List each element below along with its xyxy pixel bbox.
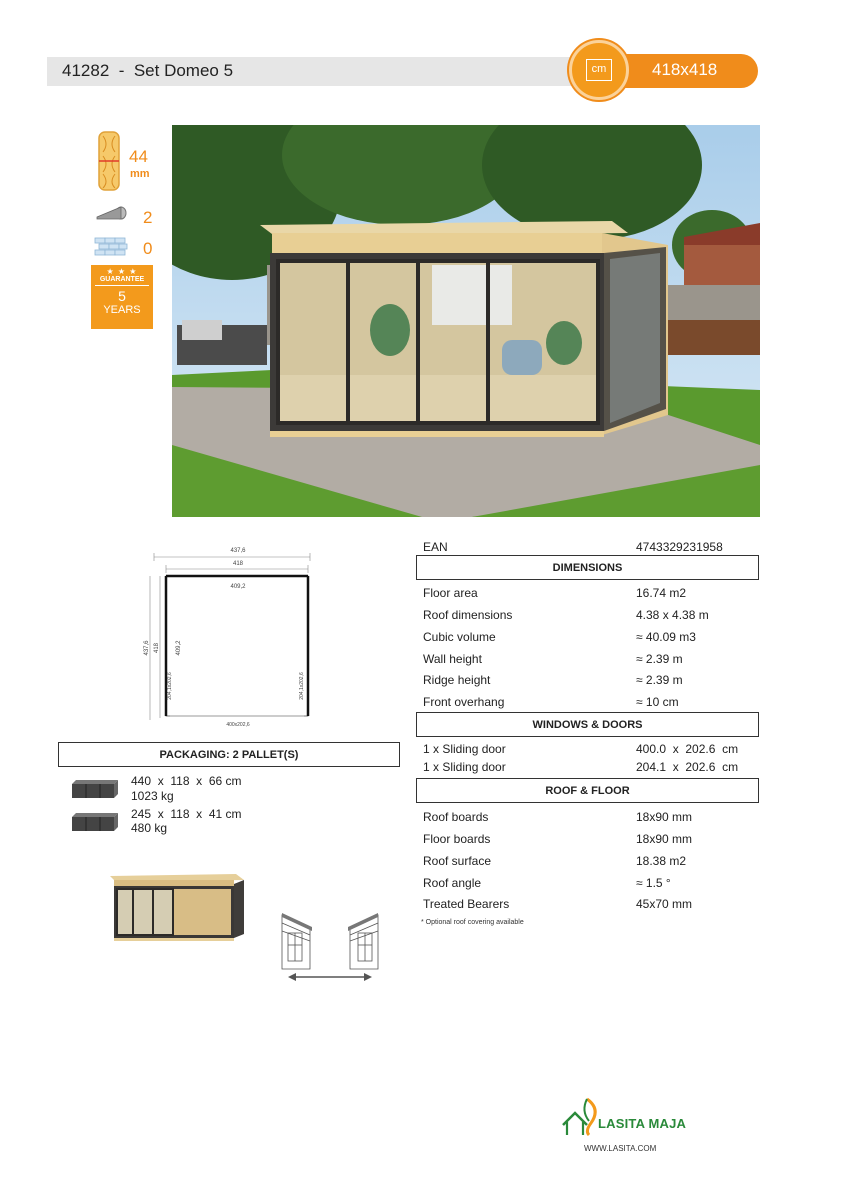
spec-label: Roof dimensions <box>423 608 513 622</box>
product-title: 41282 - Set Domeo 5 <box>62 61 234 80</box>
pallet-2-weight: 480 kg <box>131 821 168 835</box>
dimensions-title: DIMENSIONS <box>552 562 623 574</box>
wall-log-icon <box>96 130 122 192</box>
spec-label: Roof surface <box>423 854 492 868</box>
plan-left-outer: 437,6 <box>144 640 150 656</box>
spec-value: ≈ 2.39 m <box>636 652 683 666</box>
spec-label: 1 x Sliding door <box>423 742 506 756</box>
plan-left-inner: 418 <box>154 642 160 654</box>
ean-label: EAN <box>423 540 448 554</box>
plan-right-door: 204,1x202,6 <box>299 672 305 700</box>
spec-value: ≈ 40.09 m3 <box>636 630 696 644</box>
cm-unit-label: cm <box>586 59 612 81</box>
roof-roll-icon <box>94 205 128 221</box>
roll-value: 2 <box>143 208 153 227</box>
spec-value: 18x90 mm <box>636 832 693 846</box>
guarantee-badge <box>91 265 153 329</box>
pallet-1-weight: 1023 kg <box>131 789 174 803</box>
plan-front-door: 400x202,6 <box>226 722 250 728</box>
pallet-2-dims: 245 x 118 x 41 cm <box>131 807 242 821</box>
spec-label: Floor boards <box>423 832 491 846</box>
pallet-icon <box>70 778 120 800</box>
spec-label: 1 x Sliding door <box>423 760 506 774</box>
windows-title: WINDOWS & DOORS <box>532 719 643 731</box>
spec-value: ≈ 1.5 ° <box>636 876 671 890</box>
spec-value: 45x70 mm <box>636 897 693 911</box>
plan-wall-length: 409,2 <box>230 584 246 590</box>
ean-value: 4743329231958 <box>636 540 723 554</box>
spec-value: 4.38 x 4.38 m <box>636 608 709 622</box>
spec-value: 18x90 mm <box>636 810 693 824</box>
roof-title: ROOF & FLOOR <box>545 785 630 797</box>
roof-covering-footnote: * Optional roof covering available <box>421 919 524 926</box>
guarantee-years-label: YEARS <box>103 304 141 316</box>
spec-label: Floor area <box>423 586 478 600</box>
spec-label: Front overhang <box>423 695 505 709</box>
spec-value: ≈ 2.39 m <box>636 673 683 687</box>
plan-inner-width: 418 <box>232 561 244 567</box>
spec-label: Roof boards <box>423 810 489 824</box>
packaging-title: PACKAGING: 2 PALLET(S) <box>159 749 299 761</box>
wall-thickness-unit: mm <box>130 168 150 180</box>
plan-left-wall: 409,2 <box>176 640 182 656</box>
plan-outer-width: 437,6 <box>230 548 246 554</box>
guarantee-stars: ★ ★ ★ <box>106 267 138 276</box>
spec-value: 400.0 x 202.6 cm <box>636 742 739 756</box>
spec-label: Roof angle <box>423 876 482 890</box>
logo-name: LASITA MAJA <box>598 1116 687 1131</box>
cabin-thumbnail-image <box>86 850 270 945</box>
hero-image <box>172 125 760 517</box>
size-label: 418x418 <box>652 60 718 79</box>
pallet-1-dims: 440 x 118 x 66 cm <box>131 774 242 788</box>
spec-value: 16.74 m2 <box>636 586 687 600</box>
spec-label: Wall height <box>423 652 482 666</box>
spec-value: 204.1 x 202.6 cm <box>636 760 739 774</box>
spec-value: ≈ 10 cm <box>636 695 679 709</box>
spec-label: Cubic volume <box>423 630 496 644</box>
lasita-logo-icon <box>561 1095 601 1137</box>
guarantee-word: GUARANTEE <box>95 276 149 286</box>
guarantee-years: 5 <box>118 288 126 304</box>
wall-thickness-value: 44 <box>129 147 148 166</box>
spec-label: Ridge height <box>423 673 491 687</box>
shingle-icon <box>93 236 129 256</box>
shingle-value: 0 <box>143 239 153 258</box>
roof-slope-diagram <box>280 905 380 983</box>
floor-plan-diagram <box>140 540 320 728</box>
plan-left-door: 204,1x202,6 <box>167 672 173 700</box>
logo-url: WWW.LASITA.COM <box>584 1144 657 1153</box>
cm-badge-icon <box>569 40 629 100</box>
pallet-icon <box>70 811 120 833</box>
spec-value: 18.38 m2 <box>636 854 687 868</box>
spec-label: Treated Bearers <box>423 897 510 911</box>
